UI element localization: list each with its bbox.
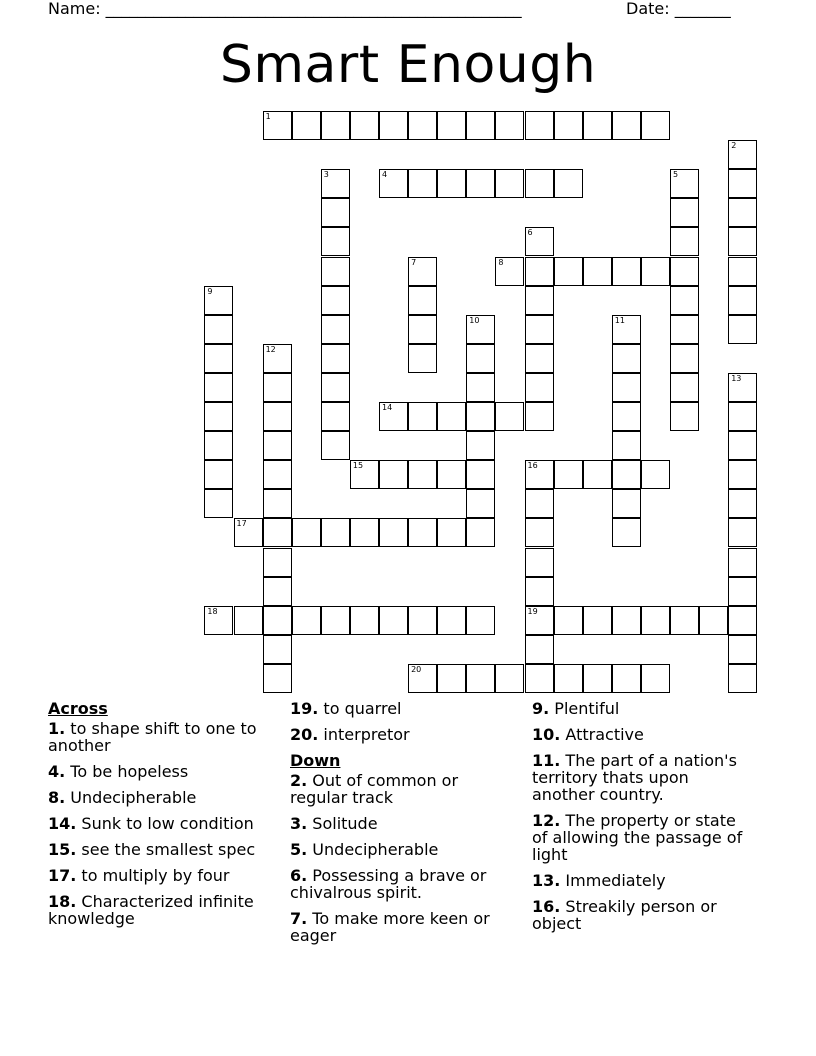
grid-cell[interactable] <box>321 169 350 198</box>
grid-cell[interactable] <box>728 198 757 227</box>
grid-cell[interactable] <box>437 169 466 198</box>
clue-item <box>532 872 756 889</box>
grid-cell[interactable] <box>408 518 437 547</box>
grid-cell[interactable] <box>350 111 379 140</box>
clue-item-text: To make more keen or eager <box>290 909 490 945</box>
clue-number: 3 <box>323 170 329 180</box>
grid-cell[interactable] <box>525 227 554 256</box>
grid-cell[interactable] <box>554 460 583 489</box>
clue-item-number: 5. <box>290 840 308 859</box>
grid-cell[interactable] <box>466 373 495 402</box>
clue-item <box>48 867 278 884</box>
clue-item-number: 11. <box>532 751 561 770</box>
grid-cell[interactable] <box>379 460 408 489</box>
grid-cell[interactable] <box>263 373 292 402</box>
grid-cell[interactable] <box>263 111 292 140</box>
grid-cell[interactable] <box>728 286 757 315</box>
clue-number: 14 <box>382 403 393 412</box>
grid-cell[interactable] <box>728 606 757 635</box>
clue-item-number: 4. <box>48 762 66 781</box>
grid-cell[interactable] <box>408 286 437 315</box>
grid-cell[interactable] <box>350 518 379 547</box>
clue-item <box>48 763 278 780</box>
down-heading: Down <box>290 751 341 770</box>
grid-cell[interactable] <box>379 606 408 635</box>
grid-cell[interactable] <box>641 606 670 635</box>
clue-item-text: interpretor <box>318 725 410 744</box>
grid-cell[interactable] <box>670 227 699 256</box>
grid-cell[interactable] <box>554 664 583 693</box>
puzzle-title: Smart Enough <box>219 35 597 95</box>
across-heading: Across <box>48 699 108 718</box>
clue-item <box>532 898 756 932</box>
grid-cell[interactable] <box>525 489 554 518</box>
clue-item-number: 12. <box>532 811 561 830</box>
clue-item-text: The property or state of allowing the passage of light <box>532 811 743 864</box>
clue-item <box>532 812 756 863</box>
grid-cell[interactable] <box>466 460 495 489</box>
grid-cell[interactable] <box>408 606 437 635</box>
grid-cell[interactable] <box>699 606 728 635</box>
grid-cell[interactable] <box>554 606 583 635</box>
grid-cell[interactable] <box>583 111 612 140</box>
grid-cell[interactable] <box>408 315 437 344</box>
grid-cell[interactable] <box>408 664 437 693</box>
grid-cell[interactable] <box>525 111 554 140</box>
clue-item-text: Possessing a brave or chivalrous spirit. <box>290 866 487 902</box>
grid-cell[interactable] <box>612 664 641 693</box>
grid-cell[interactable] <box>204 606 233 635</box>
clue-item-text: Streakily person or object <box>532 897 717 933</box>
clue-number: 15 <box>352 461 364 471</box>
clue-item <box>532 700 756 717</box>
grid-cell[interactable] <box>728 373 757 402</box>
grid-cell[interactable] <box>525 169 554 198</box>
grid-cell[interactable] <box>263 344 292 373</box>
grid-cell[interactable] <box>321 286 350 315</box>
clue-number: 9 <box>207 286 213 296</box>
grid-cell[interactable] <box>525 460 554 489</box>
grid-cell[interactable] <box>350 460 379 489</box>
grid-cell[interactable] <box>379 111 408 140</box>
grid-cell[interactable] <box>204 315 233 344</box>
clue-item-number: 7. <box>290 909 308 928</box>
clue-item <box>290 815 520 832</box>
grid-cell[interactable] <box>234 518 263 547</box>
clue-number: 18 <box>207 606 218 616</box>
grid-cell[interactable] <box>408 169 437 198</box>
grid-cell[interactable] <box>525 373 554 402</box>
grid-cell[interactable] <box>263 606 292 635</box>
clue-item-number: 20. <box>290 725 319 744</box>
clue-number: 5 <box>673 170 679 180</box>
grid-cell[interactable] <box>204 402 233 431</box>
clue-number: 12 <box>265 344 276 354</box>
grid-cell[interactable] <box>728 257 757 286</box>
clue-item-number: 10. <box>532 725 561 744</box>
across-clue-list-continued <box>290 700 520 743</box>
clue-number: 19 <box>527 606 538 616</box>
grid-cell[interactable] <box>670 257 699 286</box>
clue-item-number: 3. <box>290 814 308 833</box>
date-field[interactable]: Date: _______ <box>626 0 731 18</box>
clue-number: 10 <box>469 315 480 325</box>
grid-cell[interactable] <box>525 606 554 635</box>
grid-cell[interactable] <box>670 402 699 431</box>
clue-item-number: 13. <box>532 871 561 890</box>
grid-cell[interactable] <box>321 257 350 286</box>
grid-cell[interactable] <box>321 402 350 431</box>
grid-cell[interactable] <box>495 664 524 693</box>
grid-cell[interactable] <box>641 460 670 489</box>
grid-cell[interactable] <box>466 315 495 344</box>
clue-item-number: 1. <box>48 719 66 738</box>
grid-cell[interactable] <box>204 489 233 518</box>
grid-cell[interactable] <box>437 518 466 547</box>
clue-item-text: Sunk to low condition <box>76 814 254 833</box>
grid-cell[interactable] <box>670 373 699 402</box>
down-clue-list <box>290 772 520 944</box>
grid-cell[interactable] <box>612 344 641 373</box>
grid-cell[interactable] <box>321 606 350 635</box>
grid-cell[interactable] <box>728 402 757 431</box>
grid-cell[interactable] <box>525 518 554 547</box>
grid-cell[interactable] <box>641 257 670 286</box>
clue-item-number: 17. <box>48 866 77 885</box>
clue-number: 7 <box>411 257 417 267</box>
clue-item <box>48 893 278 927</box>
grid-cell[interactable] <box>263 577 292 606</box>
grid-cell[interactable] <box>670 344 699 373</box>
clue-item-text: Attractive <box>560 725 644 744</box>
name-field[interactable]: Name: ____________________________________________________ <box>48 0 522 18</box>
grid-cell[interactable] <box>466 431 495 460</box>
clue-item-number: 15. <box>48 840 77 859</box>
grid-cell[interactable] <box>437 402 466 431</box>
clue-item <box>48 841 278 858</box>
grid-cell[interactable] <box>466 169 495 198</box>
clue-item-number: 14. <box>48 814 77 833</box>
grid-cell[interactable] <box>321 111 350 140</box>
grid-cell[interactable] <box>612 431 641 460</box>
clue-number: 11 <box>614 315 625 325</box>
grid-cell[interactable] <box>204 373 233 402</box>
grid-cell[interactable] <box>525 548 554 577</box>
grid-cell[interactable] <box>379 402 408 431</box>
grid-cell[interactable] <box>408 344 437 373</box>
grid-cell[interactable] <box>379 518 408 547</box>
clue-item <box>290 700 520 717</box>
grid-cell[interactable] <box>525 257 554 286</box>
grid-cell[interactable] <box>495 402 524 431</box>
clue-item <box>532 752 756 803</box>
grid-cell[interactable] <box>495 257 524 286</box>
grid-cell[interactable] <box>263 431 292 460</box>
clue-item-number: 18. <box>48 892 77 911</box>
clues-column-2 <box>290 700 520 953</box>
grid-cell[interactable] <box>495 111 524 140</box>
clue-item <box>290 841 520 858</box>
clue-item-text: see the smallest spec <box>76 840 256 859</box>
clue-item <box>48 720 278 754</box>
clue-item <box>290 910 520 944</box>
clue-item-text: Undecipherable <box>65 788 197 807</box>
grid-cell[interactable] <box>292 111 321 140</box>
clue-number: 17 <box>236 519 247 529</box>
grid-cell[interactable] <box>321 227 350 256</box>
grid-cell[interactable] <box>612 518 641 547</box>
grid-cell[interactable] <box>583 606 612 635</box>
grid-cell[interactable] <box>466 489 495 518</box>
grid-cell[interactable] <box>292 518 321 547</box>
grid-cell[interactable] <box>612 606 641 635</box>
clues-column-1 <box>48 700 278 936</box>
grid-cell[interactable] <box>321 518 350 547</box>
grid-cell[interactable] <box>263 402 292 431</box>
clue-number: 1 <box>265 112 271 121</box>
clue-item-text: Immediately <box>560 871 666 890</box>
grid-cell[interactable] <box>204 344 233 373</box>
clue-number: 4 <box>382 170 388 180</box>
grid-cell[interactable] <box>728 635 757 664</box>
grid-cell[interactable] <box>612 489 641 518</box>
grid-cell[interactable] <box>583 257 612 286</box>
grid-cell[interactable] <box>641 111 670 140</box>
grid-cell[interactable] <box>525 635 554 664</box>
grid-cell[interactable] <box>204 286 233 315</box>
grid-cell[interactable] <box>612 402 641 431</box>
clue-item-text: Plentiful <box>549 699 620 718</box>
grid-cell[interactable] <box>408 402 437 431</box>
grid-cell[interactable] <box>466 344 495 373</box>
clue-item <box>290 867 520 901</box>
clue-item <box>48 815 278 832</box>
grid-cell[interactable] <box>728 315 757 344</box>
grid-cell[interactable] <box>670 606 699 635</box>
grid-cell[interactable] <box>612 460 641 489</box>
clue-number: 8 <box>498 257 504 267</box>
grid-cell[interactable] <box>728 489 757 518</box>
grid-cell[interactable] <box>321 315 350 344</box>
grid-cell[interactable] <box>554 111 583 140</box>
grid-cell[interactable] <box>408 460 437 489</box>
clue-item-number: 2. <box>290 771 308 790</box>
grid-cell[interactable] <box>321 198 350 227</box>
across-clue-list <box>48 720 278 927</box>
clue-number: 2 <box>731 141 737 151</box>
grid-cell[interactable] <box>583 460 612 489</box>
grid-cell[interactable] <box>408 111 437 140</box>
grid-cell[interactable] <box>525 286 554 315</box>
grid-cell[interactable] <box>670 169 699 198</box>
grid-cell[interactable] <box>554 257 583 286</box>
clue-item-number: 19. <box>290 699 319 718</box>
clue-item <box>290 726 520 743</box>
clue-item-text: The part of a nation's territory thats upon another country. <box>532 751 737 804</box>
grid-cell[interactable] <box>263 664 292 693</box>
grid-cell[interactable] <box>728 548 757 577</box>
grid-cell[interactable] <box>234 606 263 635</box>
grid-cell[interactable] <box>466 111 495 140</box>
clue-item-number: 6. <box>290 866 308 885</box>
grid-cell[interactable] <box>263 518 292 547</box>
grid-cell[interactable] <box>495 169 524 198</box>
clue-item-text: Characterized infinite knowledge <box>48 892 254 928</box>
grid-cell[interactable] <box>437 111 466 140</box>
clue-item-number: 16. <box>532 897 561 916</box>
grid-cell[interactable] <box>437 664 466 693</box>
grid-cell[interactable] <box>379 169 408 198</box>
clue-number: 6 <box>527 228 533 238</box>
grid-cell[interactable] <box>728 577 757 606</box>
grid-cell[interactable] <box>728 227 757 256</box>
clue-item <box>532 726 756 743</box>
grid-cell[interactable] <box>204 460 233 489</box>
clue-number: 13 <box>731 373 742 383</box>
clue-item <box>48 789 278 806</box>
grid-cell[interactable] <box>263 548 292 577</box>
grid-cell[interactable] <box>612 373 641 402</box>
grid-cell[interactable] <box>525 315 554 344</box>
grid-cell[interactable] <box>554 169 583 198</box>
grid-cell[interactable] <box>612 257 641 286</box>
grid-cell[interactable] <box>670 315 699 344</box>
clues-column-3 <box>532 700 756 941</box>
grid-cell[interactable] <box>263 635 292 664</box>
grid-cell[interactable] <box>583 664 612 693</box>
grid-cell[interactable] <box>612 315 641 344</box>
grid-cell[interactable] <box>525 344 554 373</box>
grid-cell[interactable] <box>321 431 350 460</box>
grid-cell[interactable] <box>670 286 699 315</box>
grid-cell[interactable] <box>641 664 670 693</box>
clue-number: 16 <box>527 461 538 471</box>
clue-item <box>290 772 520 806</box>
grid-cell[interactable] <box>525 577 554 606</box>
grid-cell[interactable] <box>292 606 321 635</box>
clue-item-text: Undecipherable <box>307 840 439 859</box>
clue-item-number: 9. <box>532 699 550 718</box>
clue-item-text: Out of common or regular track <box>290 771 459 807</box>
grid-cell[interactable] <box>728 664 757 693</box>
grid-cell[interactable] <box>263 489 292 518</box>
grid-cell[interactable] <box>321 373 350 402</box>
grid-cell[interactable] <box>525 402 554 431</box>
grid-cell[interactable] <box>670 198 699 227</box>
clue-item-text: to multiply by four <box>76 866 230 885</box>
grid-cell[interactable] <box>728 460 757 489</box>
grid-cell[interactable] <box>728 169 757 198</box>
clue-item-text: To be hopeless <box>65 762 189 781</box>
clue-item-text: to shape shift to one to another <box>48 719 257 755</box>
grid-cell[interactable] <box>350 606 379 635</box>
grid-cell[interactable] <box>525 664 554 693</box>
grid-cell[interactable] <box>263 460 292 489</box>
grid-cell[interactable] <box>466 518 495 547</box>
grid-cell[interactable] <box>612 111 641 140</box>
clue-item-text: to quarrel <box>318 699 402 718</box>
grid-cell[interactable] <box>466 664 495 693</box>
grid-cell[interactable] <box>466 402 495 431</box>
clue-item-text: Solitude <box>307 814 378 833</box>
grid-cell[interactable] <box>321 344 350 373</box>
grid-cell[interactable] <box>728 431 757 460</box>
grid-cell[interactable] <box>437 606 466 635</box>
clue-item-number: 8. <box>48 788 66 807</box>
grid-cell[interactable] <box>728 140 757 169</box>
grid-cell[interactable] <box>466 606 495 635</box>
grid-cell[interactable] <box>408 257 437 286</box>
grid-cell[interactable] <box>728 518 757 547</box>
grid-cell[interactable] <box>204 431 233 460</box>
grid-cell[interactable] <box>437 460 466 489</box>
down-clue-list-continued <box>532 700 756 932</box>
clue-number: 20 <box>411 664 422 674</box>
